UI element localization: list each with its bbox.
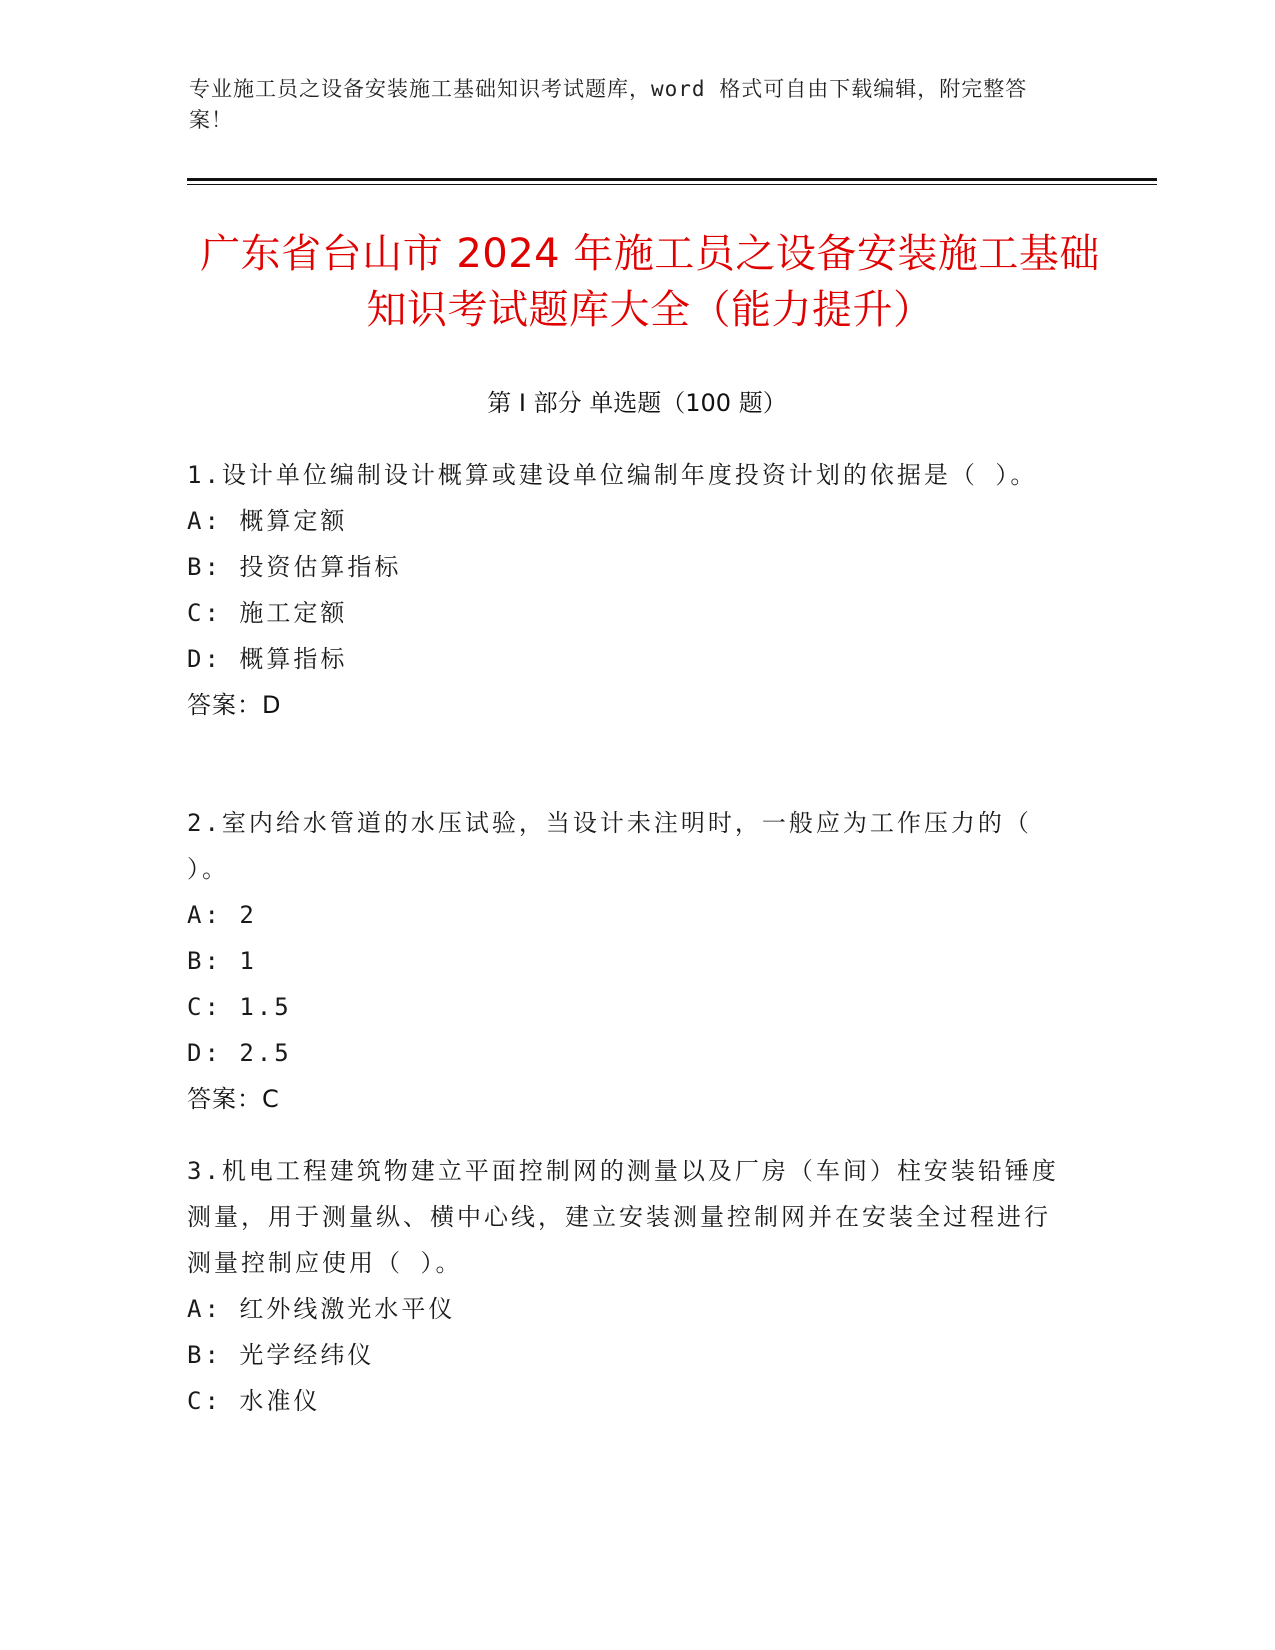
question-stem: 1.设计单位编制设计概算或建设单位编制年度投资计划的依据是（ ）。 [187,461,1038,489]
option-d: D: 2.5 [187,1039,292,1067]
option-c: C: 施工定额 [187,599,348,627]
option-c: C: 水准仪 [187,1387,321,1415]
option-d: D: 概算指标 [187,645,348,673]
question-2 [187,800,1067,1122]
header-divider-thin [187,184,1157,185]
header-note: 专业施工员之设备安装施工基础知识考试题库，word 格式可自由下载编辑，附完整答案！ [189,77,1028,132]
question-stem: 3.机电工程建筑物建立平面控制网的测量以及厂房（车间）柱安装铅锤度测量，用于测量纵、横中心线，建立安装测量控制网并在安装全过程进行测量控制应使用（ ）。 [187,1157,1059,1277]
option-b: B: 1 [187,947,257,975]
option-b: B: 光学经纬仪 [187,1341,375,1369]
answer: 答案：D [187,691,282,719]
question-3 [187,1148,1067,1424]
header-divider-thick [187,178,1157,181]
answer: 答案：C [187,1085,280,1113]
question-stem: 2.室内给水管道的水压试验，当设计未注明时，一般应为工作压力的（ ）。 [187,809,1032,883]
document-title: 广东省台山市 2024 年施工员之设备安装施工基础知识考试题库大全（能力提升） [200,231,1100,333]
question-1 [187,452,1067,728]
option-a: A: 2 [187,901,257,929]
option-c: C: 1.5 [187,993,292,1021]
section-title: 第 I 部分 单选题（100 题） [487,389,787,417]
option-b: B: 投资估算指标 [187,553,402,581]
option-a: A: 红外线激光水平仪 [187,1295,456,1323]
option-a: A: 概算定额 [187,507,348,535]
